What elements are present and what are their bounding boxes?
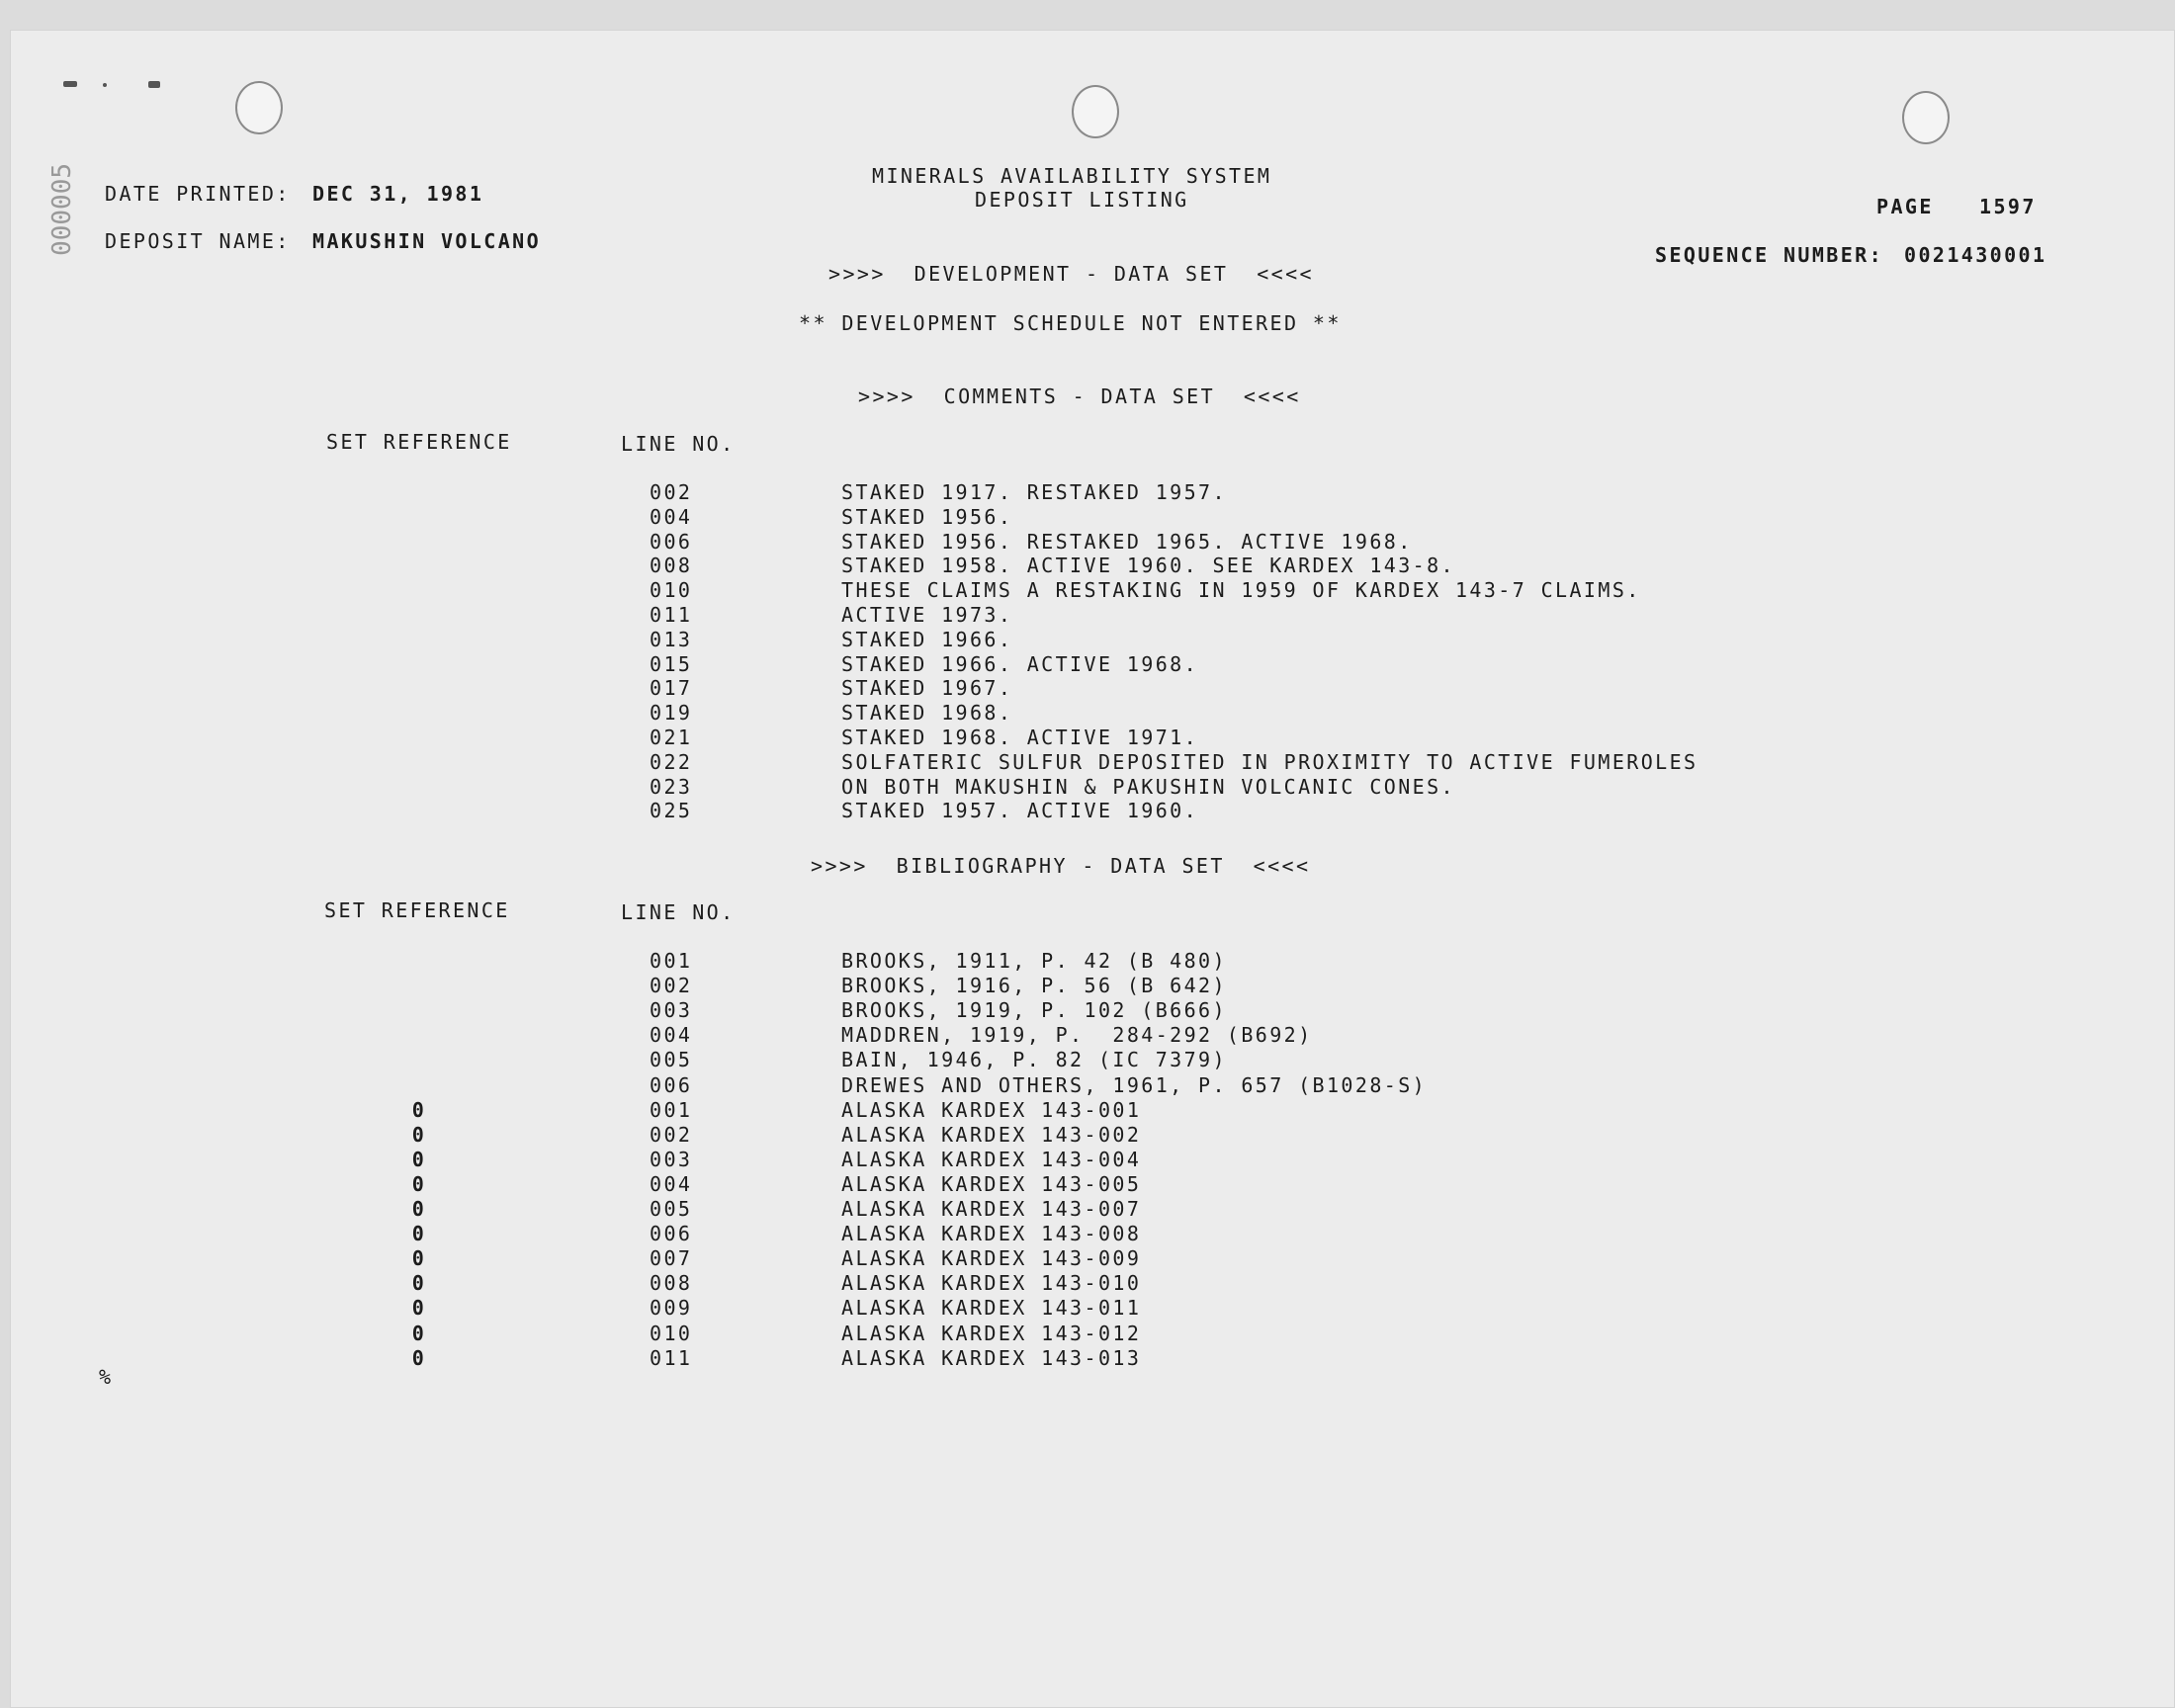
line-number-cell: 005 (650, 1197, 693, 1221)
set-reference-cell: 0 (411, 1122, 427, 1147)
entry-text-cell: STAKED 1966. (841, 627, 1013, 651)
set-reference-cell: 0 (411, 1345, 427, 1370)
entry-text-cell: STAKED 1956. (841, 504, 1013, 529)
line-number-cell: 009 (650, 1296, 693, 1321)
deposit-name-label: DEPOSIT NAME: (105, 229, 291, 253)
table-row (0, 776, 2175, 801)
line-number-cell: 007 (650, 1246, 693, 1271)
table-row (0, 975, 2175, 999)
set-reference-cell: 0 (411, 1197, 427, 1221)
line-number-cell: 002 (650, 480, 693, 504)
set-reference-cell: 0 (411, 1271, 427, 1296)
line-number-cell: 006 (650, 529, 693, 554)
punch-hole-center (1072, 85, 1119, 138)
date-printed-value: DEC 31, 1981 (312, 182, 484, 206)
set-reference-cell: 0 (411, 1246, 427, 1271)
line-number-cell: 008 (650, 554, 693, 578)
line-number-cell: 006 (650, 1072, 693, 1097)
table-row (0, 1247, 2175, 1272)
bibliography-heading: >>>> BIBLIOGRAPHY - DATA SET <<<< (811, 854, 1311, 878)
entry-text-cell: BAIN, 1946, P. 82 (IC 7379) (841, 1048, 1227, 1072)
set-reference-cell: 0 (411, 1097, 427, 1122)
table-row (0, 1173, 2175, 1198)
table-row (0, 1099, 2175, 1124)
entry-text-cell: ALASKA KARDEX 143-009 (841, 1246, 1142, 1271)
line-number-cell: 025 (650, 799, 693, 823)
line-number-cell: 013 (650, 627, 693, 651)
sequence-number-label: SEQUENCE NUMBER: (1655, 243, 1884, 267)
footer-percent-mark: % (99, 1365, 114, 1389)
table-row (0, 653, 2175, 678)
deposit-name-value: MAKUSHIN VOLCANO (312, 229, 542, 253)
entry-text-cell: SOLFATERIC SULFUR DEPOSITED IN PROXIMITY TO ACTIVE FUMEROLES (841, 749, 1698, 774)
table-row (0, 1124, 2175, 1149)
line-number-cell: 004 (650, 1171, 693, 1196)
entry-text-cell: STAKED 1968. ACTIVE 1971. (841, 726, 1199, 749)
bibliography-col-line-no: LINE NO. (621, 900, 736, 924)
line-number-cell: 005 (650, 1048, 693, 1072)
line-number-cell: 006 (650, 1222, 693, 1246)
table-row (0, 1074, 2175, 1099)
table-row (0, 629, 2175, 653)
line-number-cell: 015 (650, 651, 693, 676)
entry-text-cell: BROOKS, 1916, P. 56 (B 642) (841, 974, 1227, 998)
table-row (0, 1024, 2175, 1049)
line-number-cell: 003 (650, 1147, 693, 1171)
entry-text-cell: ALASKA KARDEX 143-001 (841, 1097, 1142, 1122)
table-row (0, 604, 2175, 629)
line-number-cell: 010 (650, 578, 693, 603)
table-row (0, 531, 2175, 555)
set-reference-cell: 0 (411, 1222, 427, 1246)
listing-title: DEPOSIT LISTING (975, 188, 1189, 212)
table-row (0, 481, 2175, 506)
entry-text-cell: ALASKA KARDEX 143-012 (841, 1321, 1142, 1345)
line-number-cell: 010 (650, 1321, 693, 1345)
comments-heading: >>>> COMMENTS - DATA SET <<<< (858, 384, 1301, 408)
entry-text-cell: ON BOTH MAKUSHIN & PAKUSHIN VOLCANIC CONES. (841, 774, 1455, 799)
comments-col-set-reference: SET REFERENCE (326, 430, 512, 454)
set-reference-cell: 0 (411, 1321, 427, 1345)
line-number-cell: 008 (650, 1271, 693, 1296)
entry-text-cell: DREWES AND OTHERS, 1961, P. 657 (B1028-S) (841, 1072, 1428, 1097)
table-row (0, 751, 2175, 776)
line-number-cell: 011 (650, 603, 693, 627)
table-row (0, 800, 2175, 824)
entry-text-cell: ALASKA KARDEX 143-005 (841, 1171, 1142, 1196)
entry-text-cell: STAKED 1957. ACTIVE 1960. (841, 799, 1199, 823)
line-number-cell: 004 (650, 504, 693, 529)
line-number-cell: 002 (650, 1122, 693, 1147)
sequence-number-value: 0021430001 (1904, 243, 2047, 267)
entry-text-cell: MADDREN, 1919, P. 284-292 (B692) (841, 1023, 1313, 1048)
entry-text-cell: ALASKA KARDEX 143-007 (841, 1197, 1142, 1221)
entry-text-cell: STAKED 1958. ACTIVE 1960. SEE KARDEX 143-8. (841, 554, 1455, 578)
table-row (0, 702, 2175, 726)
development-heading: >>>> DEVELOPMENT - DATA SET <<<< (828, 262, 1314, 286)
entry-text-cell: STAKED 1956. RESTAKED 1965. ACTIVE 1968. (841, 529, 1413, 554)
table-row (0, 1323, 2175, 1347)
line-number-cell: 003 (650, 998, 693, 1023)
entry-text-cell: ALASKA KARDEX 143-002 (841, 1122, 1142, 1147)
table-row (0, 950, 2175, 975)
punch-hole-right (1902, 91, 1950, 144)
line-number-cell: 022 (650, 749, 693, 774)
date-printed-label: DATE PRINTED: (105, 182, 291, 206)
comments-col-line-no: LINE NO. (621, 432, 736, 456)
set-reference-cell: 0 (411, 1296, 427, 1321)
entry-text-cell: ALASKA KARDEX 143-008 (841, 1222, 1142, 1246)
table-row (0, 506, 2175, 531)
table-row (0, 999, 2175, 1024)
table-row (0, 1272, 2175, 1297)
line-number-cell: 023 (650, 774, 693, 799)
table-row (0, 1198, 2175, 1223)
table-row (0, 1049, 2175, 1073)
system-title: MINERALS AVAILABILITY SYSTEM (872, 164, 1272, 188)
bibliography-col-set-reference: SET REFERENCE (324, 898, 510, 922)
entry-text-cell: STAKED 1968. (841, 701, 1013, 726)
entry-text-cell: ALASKA KARDEX 143-010 (841, 1271, 1142, 1296)
side-stamp-number: 000005 (47, 163, 77, 256)
line-number-cell: 001 (650, 1097, 693, 1122)
entry-text-cell: ALASKA KARDEX 143-004 (841, 1147, 1142, 1171)
line-number-cell: 021 (650, 726, 693, 749)
set-reference-cell: 0 (411, 1147, 427, 1171)
table-row (0, 1297, 2175, 1322)
set-reference-cell: 0 (411, 1171, 427, 1196)
line-number-cell: 011 (650, 1345, 693, 1370)
entry-text-cell: BROOKS, 1919, P. 102 (B666) (841, 998, 1227, 1023)
line-number-cell: 019 (650, 701, 693, 726)
entry-text-cell: BROOKS, 1911, P. 42 (B 480) (841, 949, 1227, 973)
entry-text-cell: STAKED 1917. RESTAKED 1957. (841, 480, 1227, 504)
entry-text-cell: ACTIVE 1973. (841, 603, 1013, 627)
entry-text-cell: ALASKA KARDEX 143-013 (841, 1345, 1142, 1370)
line-number-cell: 001 (650, 949, 693, 973)
table-row (0, 1223, 2175, 1247)
entry-text-cell: STAKED 1966. ACTIVE 1968. (841, 651, 1199, 676)
line-number-cell: 017 (650, 676, 693, 701)
table-row (0, 579, 2175, 604)
entry-text-cell: THESE CLAIMS A RESTAKING IN 1959 OF KARDEX 143-7 CLAIMS. (841, 578, 1641, 603)
entry-text-cell: ALASKA KARDEX 143-011 (841, 1296, 1142, 1321)
line-number-cell: 004 (650, 1023, 693, 1048)
table-row (0, 677, 2175, 702)
page-label: PAGE (1876, 195, 1934, 218)
page-number: 1597 (1979, 195, 2037, 218)
punch-hole-left (235, 81, 283, 134)
entry-text-cell: STAKED 1967. (841, 676, 1013, 701)
line-number-cell: 002 (650, 974, 693, 998)
table-row (0, 1347, 2175, 1372)
table-row (0, 726, 2175, 751)
development-note: ** DEVELOPMENT SCHEDULE NOT ENTERED ** (799, 311, 1342, 335)
table-row (0, 1149, 2175, 1173)
table-row (0, 555, 2175, 579)
